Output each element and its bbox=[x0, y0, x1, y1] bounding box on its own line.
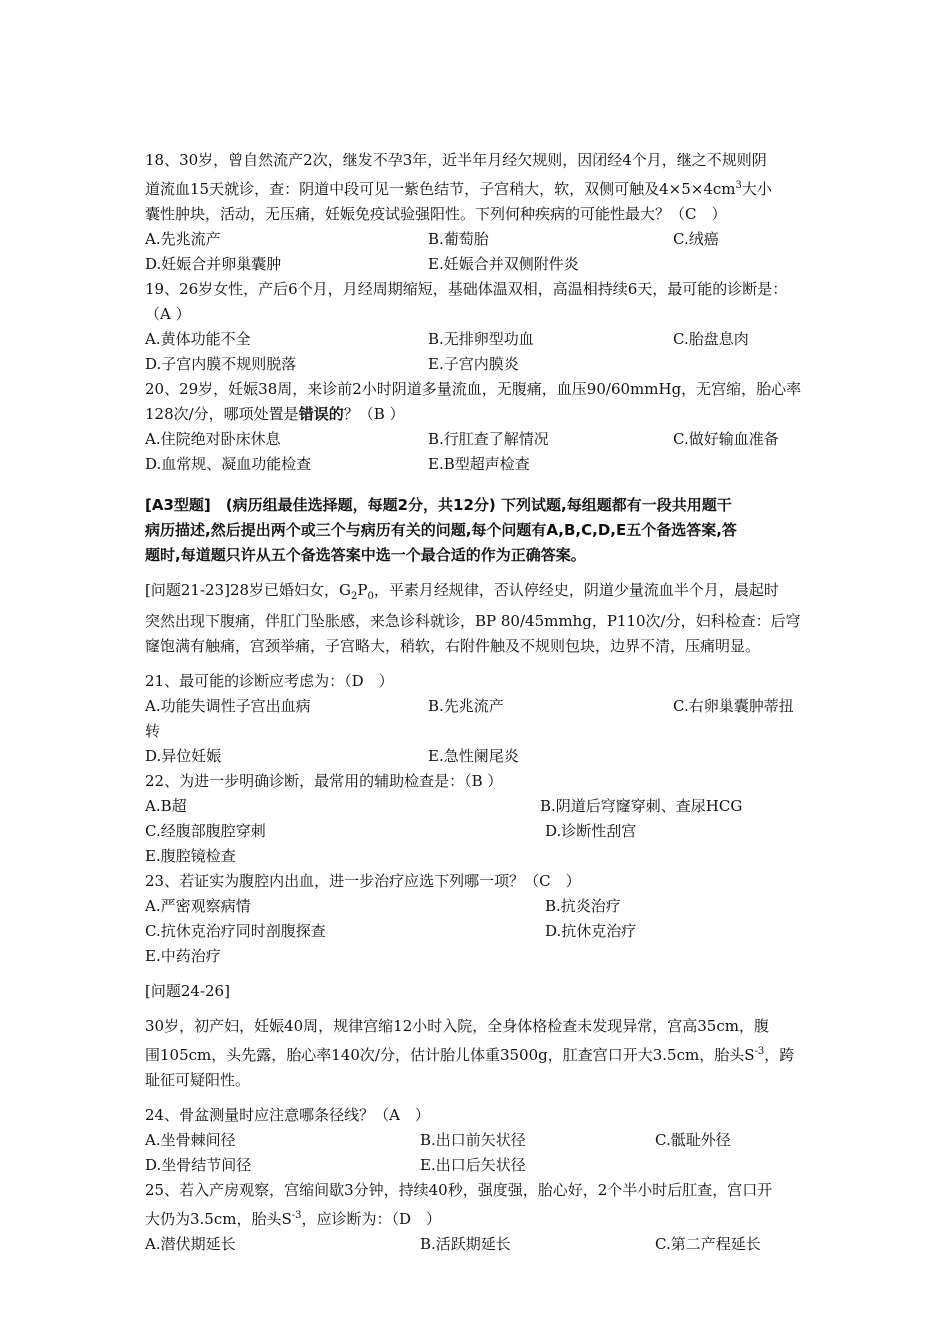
q21-option-c: C.右卵巢囊肿蒂扭 bbox=[673, 697, 794, 715]
q18-option-a: A.先兆流产 bbox=[145, 230, 221, 248]
case1-text-p: P bbox=[357, 581, 368, 599]
q18-stem-line-2 bbox=[145, 173, 815, 202]
a3-header-line-2: 病历描述,然后提出两个或三个与病历有关的问题,每个问题有A,B,C,D,E五个备选答案,答 bbox=[145, 521, 737, 539]
case1-title: [问题21-23] bbox=[145, 581, 230, 599]
case1-line-2: 突然出现下腹痛，伴肛门坠胀感，来急诊科就诊，BP 80/45mmhg，P110次/分，妇科检查：后穹 bbox=[145, 612, 801, 630]
case2-text: 围105cm，头先露，胎心率140次/分，估计胎儿体重3500g，肛查宫口开大3.5cm，胎头S bbox=[145, 1046, 755, 1064]
q20-option-b: B.行肛查了解情况 bbox=[428, 430, 549, 448]
q18-options-row-1 bbox=[145, 227, 815, 252]
q22-option-e: E.腹腔镜检查 bbox=[145, 847, 236, 865]
q25-options-row-1 bbox=[145, 1232, 815, 1257]
q24-option-a: A.坐骨棘间径 bbox=[145, 1131, 236, 1149]
q23-option-e: E.中药治疗 bbox=[145, 947, 221, 965]
q18-option-d: D.妊娠合并卵巢囊肿 bbox=[145, 255, 282, 273]
q24-option-c: C.骶耻外径 bbox=[655, 1131, 731, 1149]
q22-option-a: A.B超 bbox=[145, 797, 187, 815]
q18-superscript: 3 bbox=[735, 180, 742, 191]
q22-option-c: C.经腹部腹腔穿刺 bbox=[145, 822, 266, 840]
case1-text-rest: ，平素月经规律，否认停经史，阴道少量流血半个月，晨起时 bbox=[373, 581, 779, 599]
section-spacer bbox=[145, 1004, 815, 1014]
q25-stem-line-1: 25、若入产房观察，宫缩间歇3分钟，持续40秒，强度强，胎心好，2个半小时后肛查，宫口开 bbox=[145, 1181, 773, 1199]
q18-option-e: E.妊娠合并双侧附件炎 bbox=[428, 255, 579, 273]
q22-options-row-2 bbox=[145, 819, 815, 844]
case1-line-1 bbox=[145, 578, 815, 609]
q24-option-e: E.出口后矢状径 bbox=[420, 1156, 526, 1174]
q19-options-row-2 bbox=[145, 352, 815, 377]
case2-title: [问题24-26] bbox=[145, 982, 230, 1000]
section-spacer bbox=[145, 477, 815, 493]
q21-option-e: E.急性阑尾炎 bbox=[428, 747, 519, 765]
case2-line-1: 30岁，初产妇，妊娠40周，规律宫缩12小时入院，全身体格检查未发现异常，宫高35cm，腹 bbox=[145, 1017, 769, 1035]
q18-stem-text: 道流血15天就诊，查：阴道中段可见一紫色结节，子宫稍大，软，双侧可触及4×5×4cm bbox=[145, 180, 736, 198]
q20-option-a: A.住院绝对卧床休息 bbox=[145, 430, 281, 448]
q20-option-e: E.B型超声检查 bbox=[428, 455, 530, 473]
q21-stem: 21、最可能的诊断应考虑为：（D ） bbox=[145, 672, 394, 690]
q19-option-b: B.无排卵型功血 bbox=[428, 330, 534, 348]
case2-line-3: 耻征可疑阳性。 bbox=[145, 1071, 251, 1089]
section-spacer bbox=[145, 969, 815, 979]
q24-options-row-2 bbox=[145, 1153, 815, 1178]
q25-stem-line-2 bbox=[145, 1203, 815, 1232]
q20-option-d: D.血常规、凝血功能检查 bbox=[145, 455, 312, 473]
q19-options-row-1 bbox=[145, 327, 815, 352]
q24-option-b: B.出口前矢状径 bbox=[420, 1131, 526, 1149]
q23-option-d: D.抗休克治疗 bbox=[545, 922, 637, 940]
q20-answer: ？（B ） bbox=[343, 405, 405, 423]
q25-stem-text: 大仍为3.5cm，胎头S bbox=[145, 1210, 292, 1228]
q22-stem: 22、为进一步明确诊断，最常用的辅助检查是：（B ） bbox=[145, 772, 503, 790]
q20-stem-line-2 bbox=[145, 402, 815, 427]
case1-subscript-p: 0 bbox=[367, 591, 374, 602]
q20-options-row-1 bbox=[145, 427, 815, 452]
q21-option-a: A.功能失调性子宫出血病 bbox=[145, 697, 311, 715]
case2-text-end: ，跨 bbox=[764, 1046, 795, 1064]
q20-options-row-2 bbox=[145, 452, 815, 477]
q21-options-row-2 bbox=[145, 744, 815, 769]
q24-stem: 24、骨盆测量时应注意哪条径线？（A ） bbox=[145, 1106, 430, 1124]
q18-stem-end: 大小 bbox=[741, 180, 772, 198]
q25-superscript: -3 bbox=[291, 1210, 302, 1221]
q20-option-c: C.做好输血准备 bbox=[673, 430, 779, 448]
case1-line-3: 窿饱满有触痛，宫颈举痛，子宫略大，稍软，右附件触及不规则包块，边界不清，压痛明显。 bbox=[145, 637, 761, 655]
q19-stem-line-1: 19、26岁女性，产后6个月，月经周期缩短，基础体温双相，高温相持续6天，最可能的诊断是： bbox=[145, 280, 788, 298]
a3-header-line-1: [A3型题] (病历组最佳选择题，每题2分，共12分) 下列试题,每组题都有一段共用题干 bbox=[145, 496, 732, 514]
q25-option-a: A.潜伏期延长 bbox=[145, 1235, 236, 1253]
q23-options-row-1 bbox=[145, 894, 815, 919]
case1-subscript-g: 2 bbox=[351, 591, 358, 602]
q22-option-d: D.诊断性刮宫 bbox=[545, 822, 637, 840]
q20-stem-text: 128次/分，哪项处置是 bbox=[145, 405, 299, 423]
q23-option-a: A.严密观察病情 bbox=[145, 897, 251, 915]
q21-option-c-wrap: 转 bbox=[145, 722, 161, 740]
q18-option-b: B.葡萄胎 bbox=[428, 230, 489, 248]
case2-line-2 bbox=[145, 1039, 815, 1068]
case2-superscript: -3 bbox=[754, 1046, 765, 1057]
q19-stem-line-2: （A ） bbox=[145, 305, 191, 323]
section-spacer bbox=[145, 568, 815, 578]
q22-option-b: B.阴道后穹窿穿刺、查尿HCG bbox=[540, 797, 743, 815]
q24-options-row-1 bbox=[145, 1128, 815, 1153]
section-spacer bbox=[145, 1093, 815, 1103]
q24-option-d: D.坐骨结节间径 bbox=[145, 1156, 252, 1174]
q23-stem: 23、若证实为腹腔内出血，进一步治疗应选下列哪一项？（C ） bbox=[145, 872, 581, 890]
q21-option-b: B.先兆流产 bbox=[428, 697, 504, 715]
q18-options-row-2 bbox=[145, 252, 815, 277]
q21-options-row-1 bbox=[145, 694, 815, 719]
a3-header-line-3: 题时,每道题只许从五个备选答案中选一个最合适的作为正确答案。 bbox=[145, 546, 586, 564]
q19-option-c: C.胎盘息肉 bbox=[673, 330, 749, 348]
case1-text: 28岁已婚妇女，G bbox=[229, 581, 352, 599]
q18-stem-line-3: 囊性肿块，活动，无压痛，妊娠免疫试验强阳性。下列何种疾病的可能性最大？（C ） bbox=[145, 205, 727, 223]
q18-stem-line-1: 18、30岁，曾自然流产2次，继发不孕3年，近半年月经欠规则，因闭经4个月，继之不规则阴 bbox=[145, 151, 767, 169]
section-spacer bbox=[145, 659, 815, 669]
q25-option-b: B.活跃期延长 bbox=[420, 1235, 511, 1253]
q23-options-row-2 bbox=[145, 919, 815, 944]
q20-emphasis: 错误的 bbox=[298, 405, 344, 423]
q22-options-row-1 bbox=[145, 794, 815, 819]
q23-option-c: C.抗休克治疗同时剖腹探查 bbox=[145, 922, 326, 940]
q23-option-b: B.抗炎治疗 bbox=[545, 897, 621, 915]
exam-page bbox=[145, 148, 815, 1257]
q19-option-a: A.黄体功能不全 bbox=[145, 330, 251, 348]
q25-stem-end: ，应诊断为：（D ） bbox=[301, 1210, 442, 1228]
q25-option-c: C.第二产程延长 bbox=[655, 1235, 761, 1253]
q19-option-e: E.子宫内膜炎 bbox=[428, 355, 519, 373]
q21-option-d: D.异位妊娠 bbox=[145, 747, 222, 765]
q19-option-d: D.子宫内膜不规则脱落 bbox=[145, 355, 297, 373]
q20-stem-line-1: 20、29岁，妊娠38周，来诊前2小时阴道多量流血，无腹痛，血压90/60mmHg，无宫缩，胎心率 bbox=[145, 380, 802, 398]
q18-option-c: C.绒癌 bbox=[673, 230, 719, 248]
